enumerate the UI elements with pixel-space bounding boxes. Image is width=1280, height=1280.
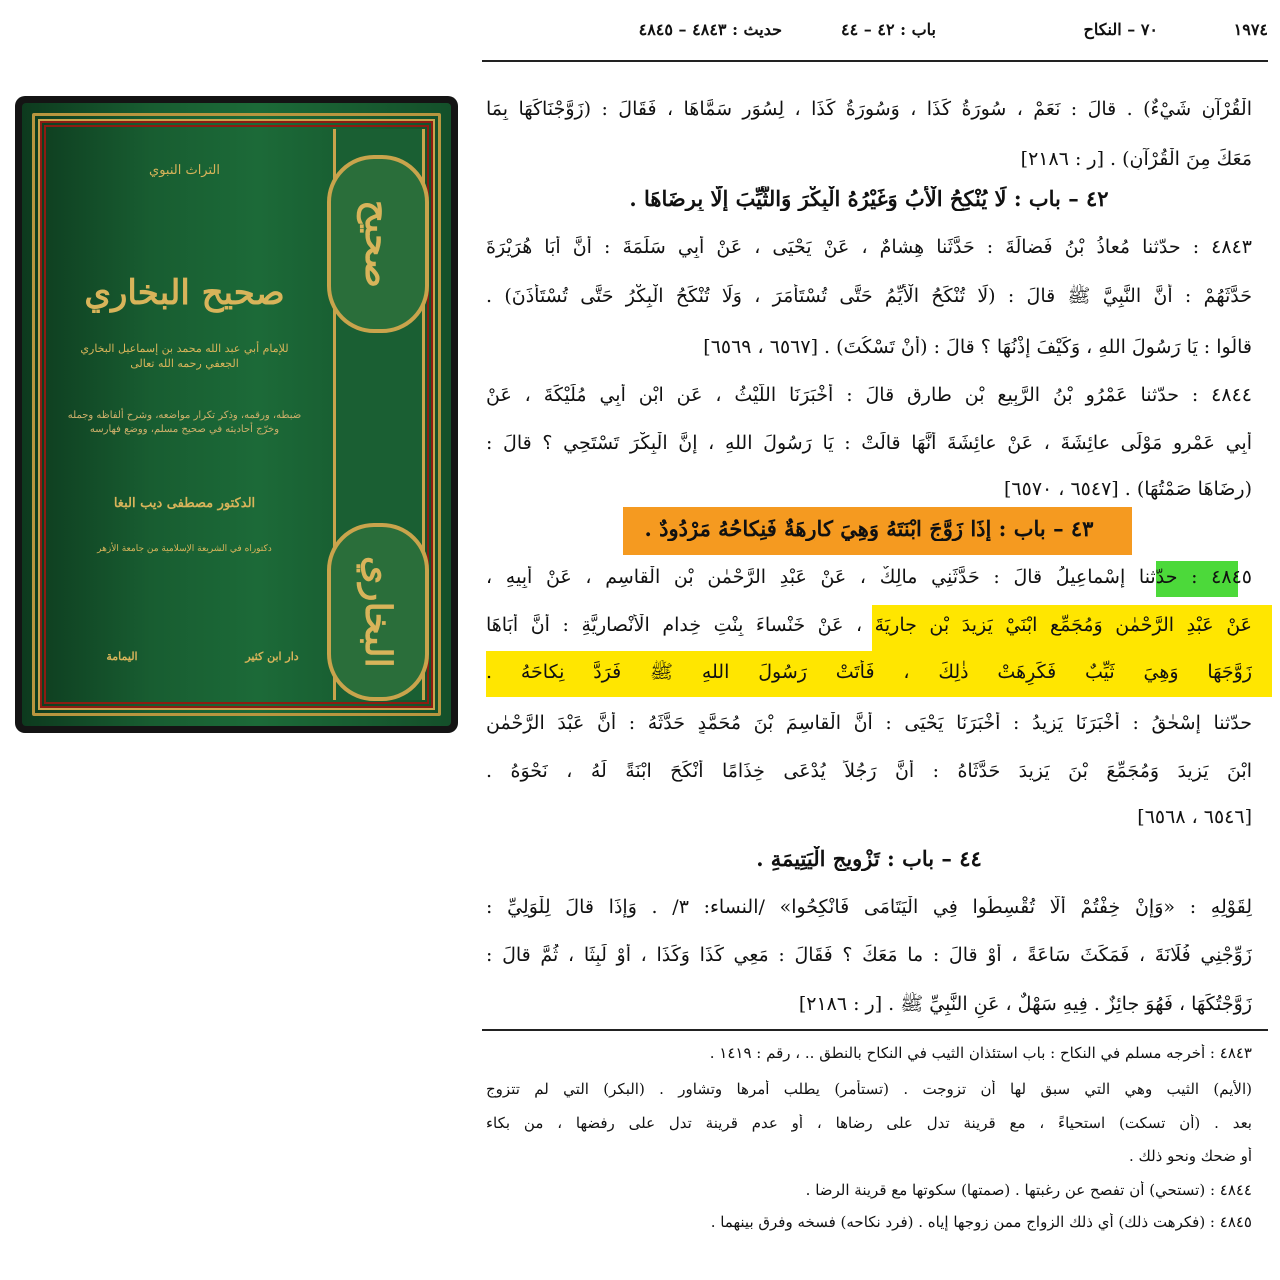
header-rule [482, 60, 1268, 62]
text-line: أَبِي عَمْرٍو مَوْلَى عائِشَةَ ، عَنْ عائِشَةَ أَنَّهَا قالَتْ : يَا رَسُولَ اللهِ ، إِنَّ الْبِكْرَ تَسْتَحِي ؟ قالَ : [486, 432, 1252, 454]
text-line: الْقُرْآنِ شَيْءٌ) . قالَ : نَعَمْ ، سُورَةُ كَذَا ، وَسُورَةُ كَذَا ، لِسُوَرٍ سَمَّاهَا ، فَقَالَ : (زَوَّجْنَاكَهَا بِمَا [486, 98, 1252, 120]
cover-face [22, 103, 451, 726]
cover-series: التراث النبوي [149, 163, 220, 178]
book-title: ٧٠ – النكاح [1083, 20, 1158, 39]
chapter-heading-44: ٤٤ – باب : تَزْوِيجِ الْيَتِيمَةِ . [756, 846, 982, 871]
footnote-line: بعد . (أن تسكت) استحياءً ، مع قرينة تدل على رضاها ، أو عدم قرينة تدل على رفضها ، من بكاء [486, 1114, 1252, 1132]
hadith-4845: ٤٨٤٥ : حدّثنا إِسْماعِيلُ قالَ : حَدَّثَنِي مالِكٌ ، عَنْ عَبْدِ الرَّحْمٰنِ بْنِ الْقاسِمِ ، عَنْ أَبِيهِ ، [486, 566, 1252, 588]
footnote-4844: ٤٨٤٤ : (تستحي) أن تفصح عن رغبتها . (صمتها) سكوتها مع قرينة الرضا . [805, 1181, 1252, 1199]
cover-title: صحيح البخاري [84, 273, 285, 313]
text-line: (رِضَاهَا صَمْتُهَا) . [٦٥٤٧ ، ٦٥٧٠] [1004, 478, 1252, 500]
page-number: ١٩٧٤ [1233, 20, 1268, 39]
text-line: زَوَّجَهَا وَهِيَ ثَيِّبٌ فَكَرِهَتْ ذٰلِكَ ، فَأَتَتْ رَسُولَ اللهِ ﷺ فَرَدَّ نِكاحَهُ . [486, 661, 1252, 683]
cover-editor-sub: دكتوراه في الشريعة الإسلامية من جامعة الأزهر [97, 544, 272, 554]
hadith-range: حديث : ٤٨٤٣ – ٤٨٤٥ [638, 20, 782, 39]
book-page [482, 0, 1272, 1280]
text-line: زَوَّجْتُكَهَا ، فَهُوَ جائِزٌ . فِيهِ سَهْلٌ ، عَنِ النَّبِيِّ ﷺ . [ر : ٢١٨٦] [798, 993, 1252, 1015]
cover-editor: الدكتور مصطفى ديب البغا [113, 496, 256, 511]
bab-range: باب : ٤٢ – ٤٤ [841, 20, 936, 39]
cross-reference: [٦٥٤٦ ، ٦٥٦٨] [1137, 806, 1252, 828]
text-line: قالُوا : يَا رَسُولَ اللهِ ، وَكَيْفَ إِذْنُهَا ؟ قالَ : (أَنْ تَسْكُتَ) . [٦٥٦٧ ، ٦٥٦٩] [703, 336, 1252, 358]
page-header [482, 20, 1268, 44]
cover-publisher-right: دار ابن كثير [245, 649, 299, 663]
footnote-4843: ٤٨٤٣ : أخرجه مسلم في النكاح : باب استئذان الثيب في النكاح بالنطق .. ، رقم : ١٤١٩ . [709, 1044, 1252, 1062]
text-line: ابْنَ يَزِيدَ وَمُجَمِّعَ بْنَ يَزِيدَ حَدَّثَاهُ : أَنَّ رَجُلاً يُدْعَى خِذَامًا أَنْكَحَ ابْنَةً لَهُ ، نَحْوَهُ . [486, 760, 1252, 782]
footnote-line: أو ضحك ونحو ذلك . [1128, 1147, 1252, 1165]
book-cover-image [15, 96, 458, 733]
text-line: عَنْ عَبْدِ الرَّحْمٰنِ وَمُجَمِّعٍ ابْنَيْ يَزِيدَ بْنِ جارِيَةَ ، عَنْ خَنْساءَ بِنْتِ خِدامٍ الْأَنْصارِيَّةِ : أَنَّ أَبَاهَا [486, 614, 1252, 636]
text-line: مَعَكَ مِنَ الْقُرْآنِ) . [ر : ٢١٨٦] [1020, 148, 1252, 170]
chapter-heading-42: ٤٢ – باب : لَا يُنْكِحُ الْأَبُ وَغَيْرُهُ الْبِكْرَ وَالثَّيِّبَ إِلَّا بِرِضَاهَا . [629, 186, 1109, 211]
cover-description: ضبطه، ورقمه، وذكر تكرار مواضعه، وشرح ألفاظه وجمله وخرّج أحاديثه في صحيح مسلم، ووضع فهارسه [67, 410, 302, 435]
cover-medallion-top: صحيح [327, 155, 429, 333]
cover-publisher-left: اليمامة [106, 649, 138, 663]
text-line: حدّثنا إِسْحٰقُ : أَخْبَرَنَا يَزِيدُ : أَخْبَرَنَا يَحْيَى : أَنَّ الْقاسِمَ بْنَ مُحَمَّدٍ حَدَّثَهُ : أَنَّ عَبْدَ الرَّحْمٰنِ [486, 712, 1252, 734]
text-line: حَدَّثَهُمْ : أَنَّ النَّبِيَّ ﷺ قالَ : (لَا تُنْكَحُ الْأَيِّمُ حَتَّى تُسْتَأْمَرَ ، وَلَا تُنْكَحُ الْبِكْرُ حَتَّى تُسْتَأْذَنَ) . [486, 285, 1252, 307]
text-line: زَوِّجْنِي فُلَانَةَ ، فَمَكَثَ سَاعَةً ، أَوْ قالَ : ما مَعَكَ ؟ فَقَالَ : مَعِي كَذَا وَكَذَا ، أَوْ لَبِثَا ، ثُمَّ قالَ : [486, 944, 1252, 966]
hadith-4843: ٤٨٤٣ : حدّثنا مُعاذُ بْنُ فَضالَةَ : حَدَّثَنا هِشامٌ ، عَنْ يَحْيَى ، عَنْ أَبِي سَلَمَةَ : أَنَّ أَبَا هُرَيْرَةَ [486, 236, 1252, 258]
footnote-rule [482, 1029, 1268, 1031]
text-line: لِقَوْلِهِ : «وَإِنْ خِفْتُمْ أَلَّا تُقْسِطُوا فِي الْيَتَامَى فَانْكِحُوا» /النساء: ٣/ . وَإِذَا قالَ لِلْوَلِيِّ : [486, 896, 1252, 918]
cover-author: للإمام أبي عبد الله محمد بن إسماعيل البخاري الجعفي رحمه الله تعالى [80, 342, 289, 371]
chapter-heading-43: ٤٣ – باب : إِذَا زَوَّجَ ابْنَتَهُ وَهِيَ كارِهَةٌ فَنِكاحُهُ مَرْدُودٌ . [644, 516, 1094, 541]
footnote-4845: ٤٨٤٥ : (فكرهت ذلك) أي ذلك الزواج ممن زوجها إياه . (فرد نكاحه) فسخه وفرق بينهما . [710, 1213, 1252, 1231]
hadith-4844: ٤٨٤٤ : حدّثنا عَمْرُو بْنُ الرَّبِيعِ بْنِ طارِقٍ قالَ : أَخْبَرَنَا اللَّيْثُ ، عَنِ ابْنِ أَبِي مُلَيْكَةَ ، عَنْ [486, 384, 1252, 406]
footnote-line: (الأيم) الثيب وهي التي سبق لها أن تزوجت . (تستأمر) يطلب أمرها وتشاور . (البكر) التي لم تتزوج [486, 1080, 1252, 1098]
cover-medallion-bottom: البخاري [327, 523, 429, 701]
